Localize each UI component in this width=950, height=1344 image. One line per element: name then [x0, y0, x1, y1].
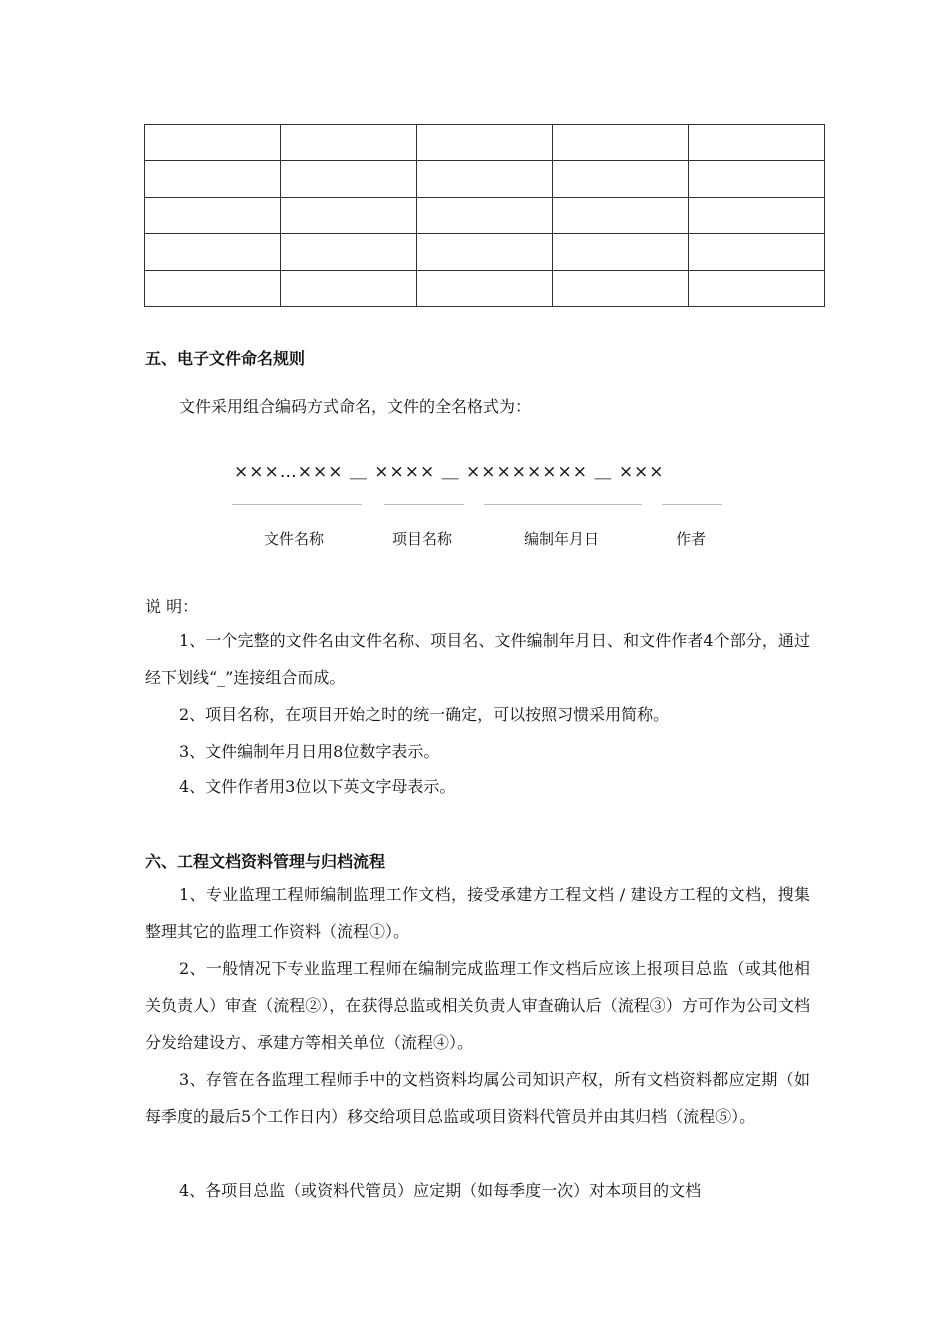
table-cell [553, 161, 689, 197]
segment-divider-name [232, 504, 362, 505]
table-row [145, 161, 825, 197]
section6-paragraph-4: 4、各项目总监（或资料代管员）应定期（如每季度一次）对本项目的文档 [179, 1181, 702, 1200]
table-cell [689, 197, 825, 233]
section6-paragraph-3: 3、存管在各监理工程师手中的文档资料均属公司知识产权，所有文档资料都应定期（如每季度的最后5个工作日内）移交给项目总监或项目资料代管员并由其归档（流程⑤）。 [145, 1070, 810, 1126]
table-cell [417, 197, 553, 233]
table-cell [689, 270, 825, 306]
section6-paragraph-1: 1、专业监理工程师编制监理工作文档，接受承建方工程文档 / 建设方工程的文档，搜集整理其它的监理工作资料（流程①）。 [145, 885, 810, 941]
label-author: 作者 [676, 530, 707, 548]
notes-title: 说 明： [145, 597, 199, 616]
table-cell [145, 234, 281, 270]
note-3: 3、文件编制年月日用8位数字表示。 [179, 742, 440, 761]
table-cell [689, 234, 825, 270]
segment-divider-date [484, 504, 642, 505]
table-cell [417, 234, 553, 270]
note-1: 1、一个完整的文件名由文件名称、项目名、文件编制年月日、和文件作者4个部分，通过经下划线“_”连接组合而成。 [145, 631, 810, 687]
table-cell [145, 161, 281, 197]
table-cell [281, 161, 417, 197]
table-cell [281, 197, 417, 233]
table-cell [281, 234, 417, 270]
section6-paragraph-2: 2、一般情况下专业监理工程师在编制完成监理工作文档后应该上报项目总监（或其他相关负责人）审查（流程②），在获得总监或相关负责人审查确认后（流程③）方可作为公司文档分发给建设方、承建方等相关单位（流程④）。 [145, 959, 810, 1052]
table-cell [689, 161, 825, 197]
empty-table [144, 124, 825, 307]
section5-intro: 文件采用组合编码方式命名，文件的全名格式为： [179, 397, 532, 416]
label-compile-date: 编制年月日 [524, 530, 600, 548]
segment-divider-project [384, 504, 464, 505]
table-cell [417, 161, 553, 197]
label-project-name: 项目名称 [392, 530, 453, 548]
table-cell [145, 197, 281, 233]
table-cell [281, 270, 417, 306]
label-file-name: 文件名称 [264, 530, 325, 548]
table-cell [417, 270, 553, 306]
table-cell [553, 270, 689, 306]
filename-pattern: ×××…××× ＿ ×××× ＿ ×××××××× ＿ ××× [234, 462, 665, 482]
table-cell [689, 125, 825, 161]
note-4: 4、文件作者用3位以下英文字母表示。 [179, 777, 456, 796]
section5-title: 五、电子文件命名规则 [145, 349, 306, 368]
table-row [145, 197, 825, 233]
table-cell [553, 125, 689, 161]
table-cell [553, 197, 689, 233]
table-cell [553, 234, 689, 270]
segment-divider-author [662, 504, 722, 505]
section6-title: 六、工程文档资料管理与归档流程 [145, 852, 386, 871]
table-cell [281, 125, 417, 161]
note-2: 2、项目名称，在项目开始之时的统一确定，可以按照习惯采用简称。 [179, 705, 670, 724]
table-cell [145, 270, 281, 306]
table-cell [417, 125, 553, 161]
table-row [145, 125, 825, 161]
table-row [145, 234, 825, 270]
table-row [145, 270, 825, 306]
table-cell [145, 125, 281, 161]
